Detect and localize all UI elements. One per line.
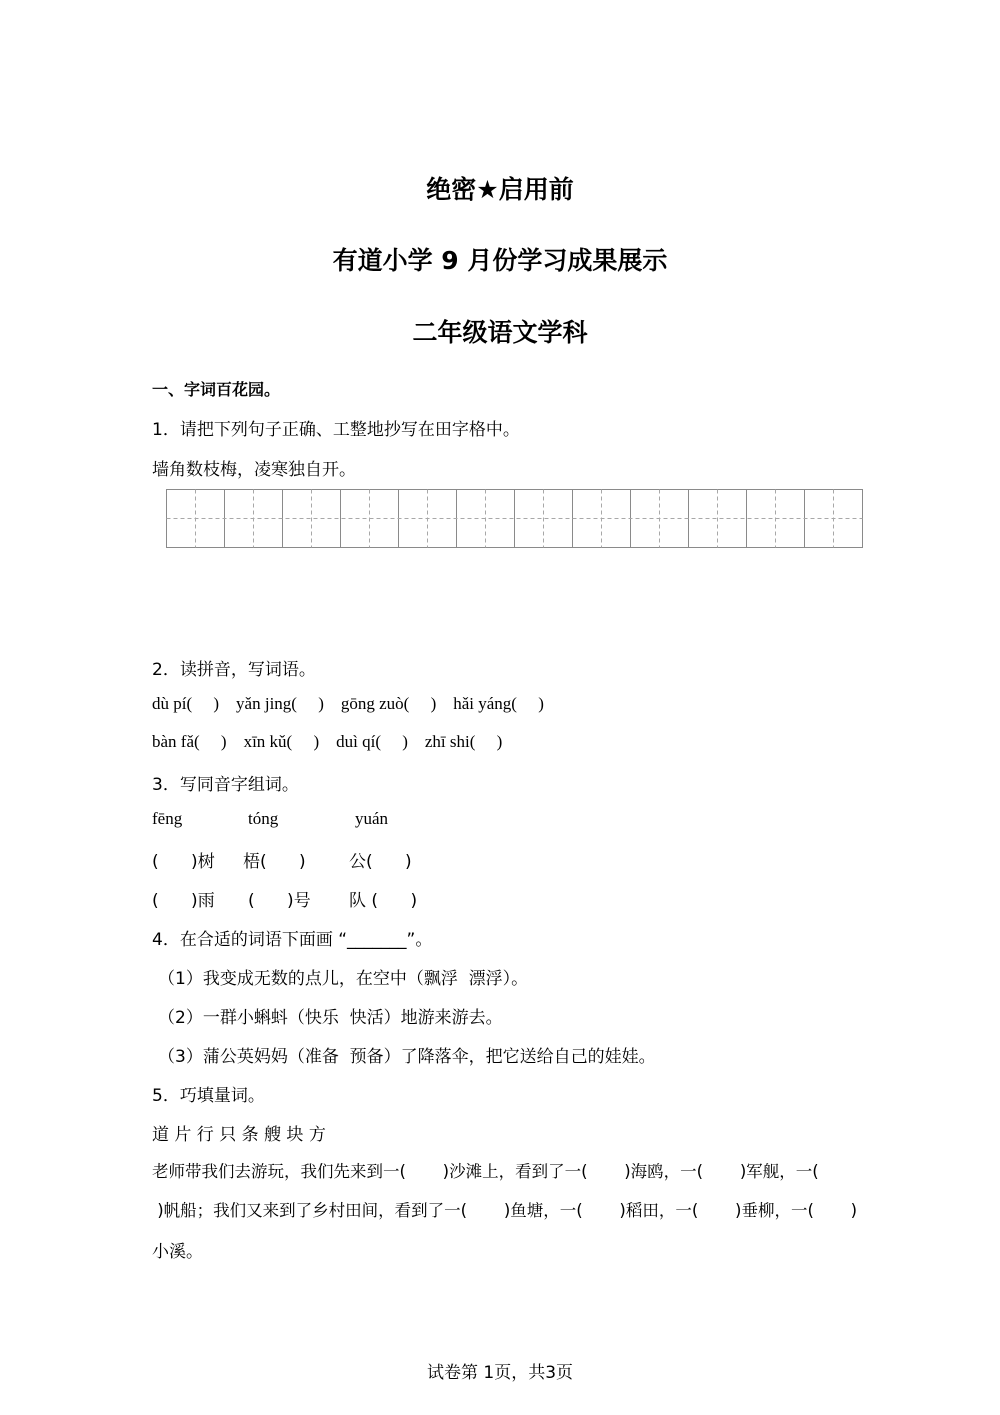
q5-paragraph-line-3: 小溪。 [152, 1242, 203, 1262]
subject-title: 二年级语文学科 [412, 318, 588, 347]
q4-item-1: （1）我变成无数的点儿，在空中（飘浮 漂浮）。 [158, 969, 529, 989]
q3-row1-item-2: 梧( ) [243, 852, 306, 872]
q2-prompt: 2．读拼音，写词语。 [152, 660, 316, 680]
q3-row2-item-3: 队 ( ) [349, 891, 418, 911]
section-heading: 一、字词百花园。 [152, 380, 281, 399]
page-footer: 试卷第 1页，共3页 [426, 1363, 574, 1383]
exam-title: 有道小学 9 月份学习成果展示 [332, 246, 668, 275]
q2-pinyin-row-1: dù pí( ) yǎn jing( ) gōng zuò( ) hǎi yáng( ) [152, 694, 544, 713]
q3-pinyin-1: fēng [152, 809, 183, 828]
q5-paragraph-line-2: )帆船；我们又来到了乡村田间，看到了一( )鱼塘，一( )稻田，一( )垂柳，一( ) [152, 1201, 858, 1220]
q4-item-2: （2）一群小蝌蚪（快乐 快活）地游来游去。 [158, 1008, 503, 1028]
q5-paragraph-line-1: 老师带我们去游玩，我们先来到一( )沙滩上，看到了一( )海鸥，一( )军舰，一( [152, 1162, 819, 1181]
secret-label: 绝密★启用前 [426, 175, 574, 204]
q3-prompt: 3．写同音字组词。 [152, 775, 299, 795]
q1-prompt: 1．请把下列句子正确、工整地抄写在田字格中。 [152, 420, 520, 440]
q5-options: 道 片 行 只 条 艘 块 方 [152, 1125, 326, 1145]
q3-pinyin-3: yuán [355, 809, 389, 828]
q3-pinyin-2: tóng [248, 809, 279, 828]
q3-row1-item-1: ( )树 [152, 852, 215, 872]
q4-prompt: 4．在合适的词语下面画 “_______”。 [152, 930, 433, 950]
q3-row1-item-3: 公( ) [349, 852, 412, 872]
tianzige-grid[interactable] [166, 489, 866, 549]
q3-row2-item-1: ( )雨 [152, 891, 215, 911]
q1-sentence: 墙角数枝梅，凌寒独自开。 [152, 460, 356, 480]
q2-pinyin-row-2: bàn fǎ( ) xīn kǔ( ) duì qí( ) zhī shi( ) [152, 732, 503, 751]
q5-prompt: 5．巧填量词。 [152, 1086, 265, 1106]
q3-row2-item-2: ( )号 [248, 891, 311, 911]
q4-item-3: （3）蒲公英妈妈（准备 预备）了降落伞，把它送给自己的娃娃。 [158, 1047, 656, 1067]
